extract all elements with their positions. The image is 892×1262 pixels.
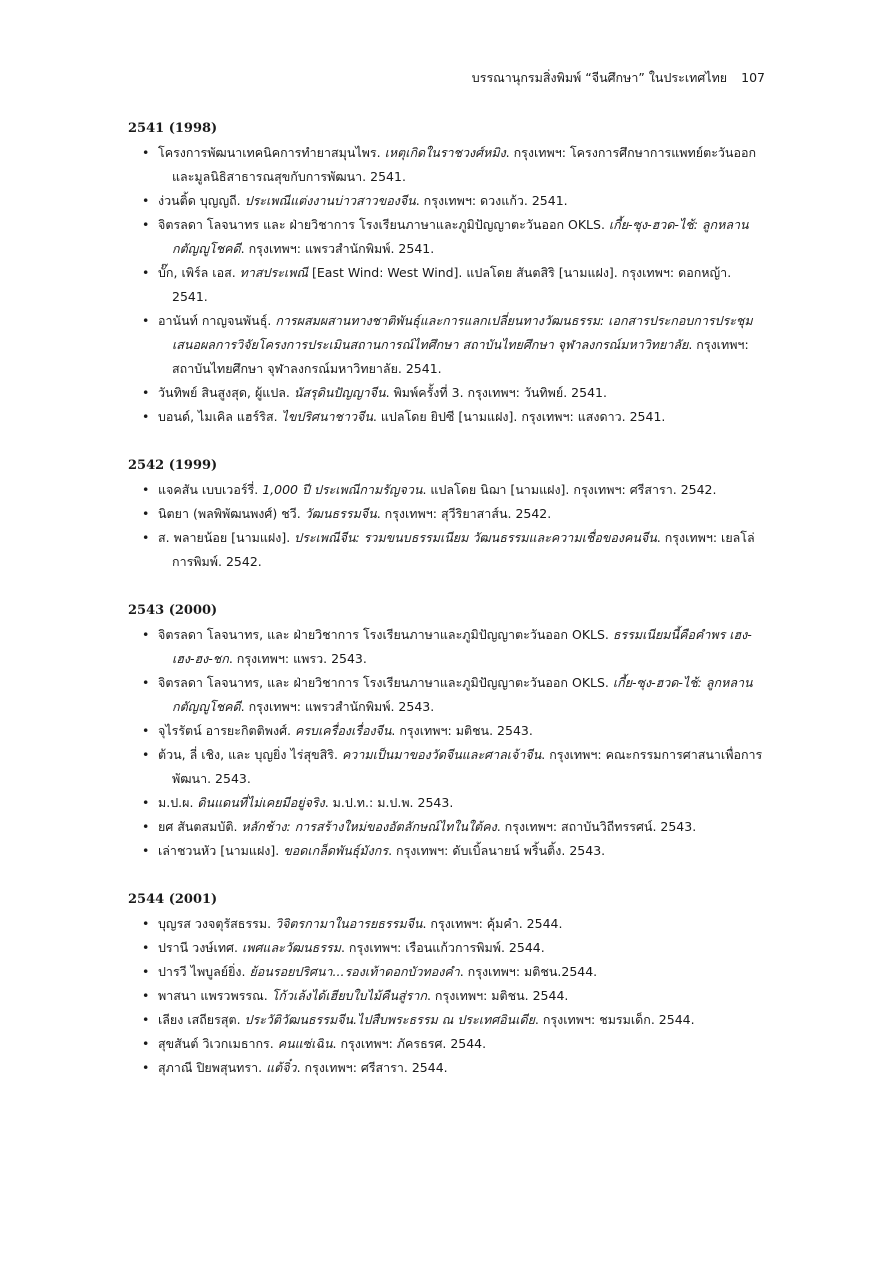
bullet-icon: •	[142, 723, 150, 738]
entry-author: ปรานี วงษ์เทศ.	[158, 940, 242, 955]
year-section	[128, 600, 768, 863]
entry-title: ขอดเกล็ดพันธุ์มังกร	[283, 843, 389, 858]
bullet-icon: •	[142, 675, 150, 690]
year-heading: 2541 (1998)	[128, 121, 218, 136]
bibliography-entry	[128, 815, 768, 839]
entry-title: คนแซ่เฉิน	[277, 1036, 333, 1051]
bibliography-entry	[128, 839, 768, 863]
entry-list	[128, 912, 768, 1080]
entry-publication: . กรุงเทพฯ: คุ้มคำ. 2544.	[422, 916, 563, 931]
bibliography-entry	[128, 912, 768, 936]
entry-author: ปารวี ไพบูลย์ยิ่ง.	[158, 964, 250, 979]
entry-publication: . กรุงเทพฯ: แพรว. 2543.	[228, 651, 367, 666]
entry-title: นัสรุดินปัญญาจีน	[293, 385, 386, 400]
bibliography-entry	[128, 1056, 768, 1080]
entry-publication: . แปลโดย นิฌา [นามแฝง]. กรุงเทพฯ: ศรีสารา. 2542.	[422, 482, 717, 497]
year-heading: 2543 (2000)	[128, 603, 218, 618]
bibliography-entry	[128, 141, 768, 189]
entry-publication: . กรุงเทพฯ: สถาบันวิถีทรรศน์. 2543.	[496, 819, 697, 834]
entry-author: ต้วน, ลี่ เชิง, และ บุญยิ่ง ไร่สุขสิริ.	[158, 747, 342, 762]
bibliography-entry	[128, 189, 768, 213]
entry-title: เหตุเกิดในราชวงศ์หมิง	[384, 145, 506, 160]
bibliography-entry	[128, 526, 768, 574]
bullet-icon: •	[142, 193, 150, 208]
bullet-icon: •	[142, 843, 150, 858]
entry-list	[128, 141, 768, 429]
entry-publication: . กรุงเทพฯ: ภัครธรศ. 2544.	[332, 1036, 487, 1051]
entry-list	[128, 478, 768, 574]
bullet-icon: •	[142, 265, 150, 280]
entry-publication: . ม.ป.ท.: ม.ป.พ. 2543.	[324, 795, 454, 810]
entry-author: จุไรรัตน์ อารยะกิตติพงศ์.	[158, 723, 295, 738]
bibliography-entry	[128, 405, 768, 429]
bullet-icon: •	[142, 795, 150, 810]
entry-title: ดินแดนที่ไม่เคยมีอยู่จริง	[197, 795, 325, 810]
entry-publication: . กรุงเทพฯ: คณะกรรมการศาสนาเพื่อการพัฒนา. 2543.	[172, 747, 763, 786]
bullet-icon: •	[142, 1036, 150, 1051]
entry-title: 1,000 ปี ประเพณีกามรัญจวน	[262, 482, 423, 497]
entry-title: ประวัติวัฒนธรรมจีน.ไปสืบพระธรรม ณ ประเทศอินเดีย	[244, 1012, 535, 1027]
bullet-icon: •	[142, 482, 150, 497]
bibliography-entry	[128, 309, 768, 381]
entry-author: เล่าชวนหัว [นามแฝง].	[158, 843, 284, 858]
entry-publication: . กรุงเทพฯ: โครงการศึกษาการแพทย์ตะวันออก และมูลนิธิสาธารณสุขกับการพัฒนา. 2541.	[172, 145, 757, 184]
bullet-icon: •	[142, 217, 150, 232]
entry-author: แจคสัน เบบเวอร์รี่.	[158, 482, 263, 497]
bullet-icon: •	[142, 145, 150, 160]
entry-author: ง่วนติ้ด บุญญถี.	[158, 193, 245, 208]
bibliography-entry	[128, 671, 768, 719]
entry-publication: . พิมพ์ครั้งที่ 3. กรุงเทพฯ: วันทิพย์. 2541.	[385, 385, 607, 400]
entry-author: จิตรลดา โลจนาทร, และ ฝ่ายวิชาการ โรงเรียนภาษาและภูมิปัญญาตะวันออก OKLS.	[158, 627, 613, 642]
entry-author: ส. พลายน้อย [นามแฝง].	[158, 530, 295, 545]
entry-publication: . กรุงเทพฯ: ดวงแก้ว. 2541.	[415, 193, 568, 208]
entry-publication: . กรุงเทพฯ: ชมรมเด็ก. 2544.	[534, 1012, 695, 1027]
bibliography-entry	[128, 623, 768, 671]
year-section	[128, 455, 768, 574]
entry-publication: . กรุงเทพฯ: มติชน. 2543.	[391, 723, 533, 738]
entry-title: เพศและวัฒนธรรม	[241, 940, 341, 955]
year-section	[128, 118, 768, 429]
entry-publication: . กรุงเทพฯ: แพรวสำนักพิมพ์. 2541.	[240, 241, 435, 256]
entry-title: แต้จิ๋ว	[266, 1060, 297, 1075]
entry-title: ทาสประเพณี	[239, 265, 309, 280]
bibliography-entry	[128, 381, 768, 405]
bibliography-entry	[128, 502, 768, 526]
entry-publication: . กรุงเทพฯ: สถาบันไทยศึกษา จุฬาลงกรณ์มหาวิทยาลัย. 2541.	[172, 337, 749, 376]
entry-title: โก้วเล้งได้เฮียบใบไม้คืนสู่ราก	[271, 988, 427, 1003]
entry-author: สุภาณี ปิยพสุนทรา.	[158, 1060, 267, 1075]
running-header	[472, 68, 765, 88]
entry-publication: . กรุงเทพฯ: ดับเบิ้ลนายน์ พริ้นติ้ง. 2543.	[388, 843, 606, 858]
bibliography-content	[128, 118, 768, 1106]
entry-author: วันทิพย์ สินสูงสุด, ผู้แปล.	[158, 385, 294, 400]
bibliography-entry	[128, 1008, 768, 1032]
entry-author: พาสนา แพรวพรรณ.	[158, 988, 272, 1003]
entry-title: วัฒนธรรมจีน	[304, 506, 377, 521]
bullet-icon: •	[142, 409, 150, 424]
entry-title: วิจิตรกามาในอารยธรรมจีน	[275, 916, 423, 931]
bullet-icon: •	[142, 916, 150, 931]
entry-author: โครงการพัฒนาเทคนิคการทำยาสมุนไพร.	[158, 145, 385, 160]
entry-author: จิตรลดา โลจนาทร และ ฝ่ายวิชาการ โรงเรียนภาษาและภูมิปัญญาตะวันออก OKLS.	[158, 217, 609, 232]
running-title: บรรณานุกรมสิ่งพิมพ์ “จีนศึกษา” ในประเทศไทย	[471, 70, 728, 85]
entry-title: เกี้ย-ซุง-ฮวด-ไช้: ลูกหลานกตัญญูโชคดี	[172, 217, 749, 256]
entry-author: ยศ สันตสมบัติ.	[158, 819, 242, 834]
entry-author: ม.ป.ผ.	[158, 795, 198, 810]
entry-author: บั๊ก, เพิร์ล เอส.	[158, 265, 240, 280]
entry-publication: . กรุงเทพฯ: มติชน. 2544.	[426, 988, 569, 1003]
entry-publication: . กรุงเทพฯ: มติชน.2544.	[459, 964, 598, 979]
bullet-icon: •	[142, 1060, 150, 1075]
year-section	[128, 889, 768, 1080]
bibliography-entry	[128, 261, 768, 309]
bullet-icon: •	[142, 988, 150, 1003]
entry-publication: . กรุงเทพฯ: แพรวสำนักพิมพ์. 2543.	[240, 699, 435, 714]
bullet-icon: •	[142, 313, 150, 328]
bullet-icon: •	[142, 530, 150, 545]
entry-publication: [East Wind: West Wind]. แปลโดย สันตสิริ [นามแฝง]. กรุงเทพฯ: ดอกหญ้า. 2541.	[172, 265, 732, 304]
bibliography-entry	[128, 791, 768, 815]
bibliography-entry	[128, 743, 768, 791]
bullet-icon: •	[142, 819, 150, 834]
entry-publication: . แปลโดย ยิปซี [นามแฝง]. กรุงเทพฯ: แสงดาว. 2541.	[372, 409, 666, 424]
bullet-icon: •	[142, 385, 150, 400]
page-number: 107	[741, 70, 765, 85]
entry-author: อานันท์ กาญจนพันธุ์.	[158, 313, 276, 328]
entry-title: ธรรมเนียมนี้คือคำพร เฮง-เฮง-ฮง-ชก	[172, 627, 752, 666]
bullet-icon: •	[142, 506, 150, 521]
entry-author: จิตรลดา โลจนาทร, และ ฝ่ายวิชาการ โรงเรียนภาษาและภูมิปัญญาตะวันออก OKLS.	[158, 675, 613, 690]
entry-title: ประเพณีแต่งงานบ่าวสาวของจีน	[244, 193, 416, 208]
entry-author: บุญรส วงจตุรัสธรรม.	[158, 916, 276, 931]
bullet-icon: •	[142, 747, 150, 762]
entry-list	[128, 623, 768, 863]
entry-publication: . กรุงเทพฯ: สุวีริยาสาส์น. 2542.	[376, 506, 552, 521]
bullet-icon: •	[142, 964, 150, 979]
entry-publication: . กรุงเทพฯ: ศรีสารา. 2544.	[296, 1060, 448, 1075]
entry-publication: . กรุงเทพฯ: เยลโล่การพิมพ์. 2542.	[172, 530, 755, 569]
entry-title: ไขปริศนาชาวจีน	[281, 409, 373, 424]
bibliography-entry	[128, 213, 768, 261]
bibliography-entry	[128, 936, 768, 960]
entry-title: ครบเครื่องเรื่องจีน	[294, 723, 392, 738]
bullet-icon: •	[142, 940, 150, 955]
bullet-icon: •	[142, 627, 150, 642]
bibliography-entry	[128, 719, 768, 743]
entry-title: การผสมผสานทางชาติพันธุ์และการแลกเปลี่ยนทางวัฒนธรรม: เอกสารประกอบการประชุมเสนอผลการวิจัยโครงการประเมินสถานการณ์ไทศึกษา สถาบันไทยศึกษา จุฬาลงกรณ์มหาวิทยาลัย	[172, 313, 753, 352]
entry-title: ย้อนรอยปริศนา...รองเท้าดอกบัวทองคำ	[249, 964, 460, 979]
bibliography-entry	[128, 1032, 768, 1056]
entry-author: นิตยา (พลพิพัฒนพงศ์) ชวี.	[158, 506, 305, 521]
entry-author: บอนด์, ไมเคิล แฮร์ริส.	[158, 409, 282, 424]
year-heading: 2542 (1999)	[128, 458, 218, 473]
entry-title: ประเพณีจีน: รวมขนบธรรมเนียม วัฒนธรรมและความเชื่อของคนจีน	[294, 530, 657, 545]
entry-title: ความเป็นมาของวัดจีนและศาลเจ้าจีน	[341, 747, 542, 762]
entry-publication: . กรุงเทพฯ: เรือนแก้วการพิมพ์. 2544.	[340, 940, 545, 955]
bibliography-entry	[128, 984, 768, 1008]
year-heading: 2544 (2001)	[128, 892, 218, 907]
entry-title: เกี้ย-ซุง-ฮวด-ไช้: ลูกหลานกตัญญูโชคดี	[172, 675, 753, 714]
bullet-icon: •	[142, 1012, 150, 1027]
entry-title: หลักช้าง: การสร้างใหม่ของอัตลักษณ์ไทในใต้คง	[241, 819, 497, 834]
bibliography-entry	[128, 478, 768, 502]
bibliography-entry	[128, 960, 768, 984]
entry-author: เลียง เสถียรสุต.	[158, 1012, 245, 1027]
entry-author: สุขสันต์ วิเวกเมธากร.	[158, 1036, 278, 1051]
